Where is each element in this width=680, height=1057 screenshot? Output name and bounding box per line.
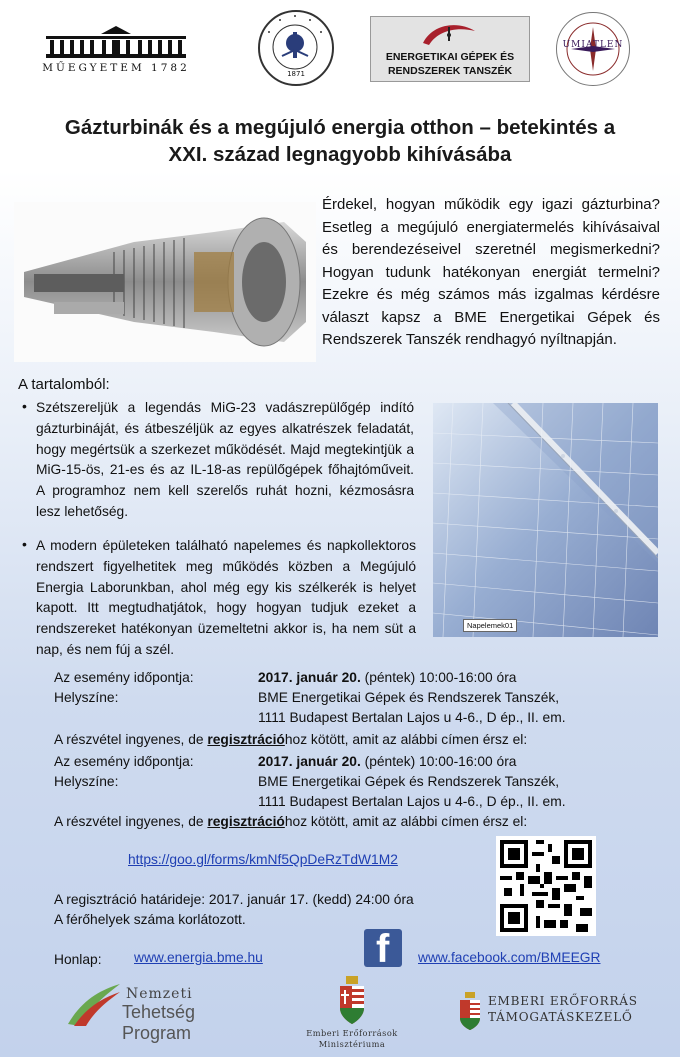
event-date: [258, 668, 516, 687]
seats-note: A férőhelyek száma korlátozott.: [54, 912, 246, 927]
support-manager-logo: [458, 990, 648, 1036]
ntp-line1: Nemzeti: [126, 986, 193, 1002]
bme-logo-text: MŰEGYETEM 1782: [42, 62, 190, 74]
department-swoosh-icon: [419, 21, 479, 49]
crest-icon: [458, 992, 482, 1032]
registration-link[interactable]: regisztráció: [207, 814, 285, 829]
department-logo: [370, 16, 530, 82]
talent-council-logo: [556, 12, 630, 86]
registration-note: [54, 812, 527, 831]
department-logo-line2: RENDSZEREK TANSZÉK: [387, 65, 513, 77]
national-talent-program-logo: [64, 980, 260, 1043]
event-place-line1: BME Energetikai Gépek és Rendszerek Tanszék,: [258, 774, 560, 789]
event-date-rest: (péntek) 10:00-16:00 óra: [360, 754, 517, 769]
event-date-label: Az esemény időpontja:: [54, 670, 194, 685]
solar-panel-image: [433, 403, 658, 637]
ministry-line2: Minisztériuma: [318, 1039, 386, 1049]
registration-form-link[interactable]: https://goo.gl/forms/kmNf5QpDeRzTdW1M2: [128, 852, 398, 867]
bullet-marker: •: [22, 536, 27, 552]
facebook-link[interactable]: www.facebook.com/BMEEGR: [418, 950, 601, 965]
building-icon: [46, 26, 186, 58]
event-date-rest: (péntek) 10:00-16:00 óra: [360, 670, 517, 685]
homepage-link[interactable]: www.energia.bme.hu: [134, 950, 263, 965]
ntp-line2: Tehetség Program: [122, 1002, 196, 1043]
homepage-label: Honlap:: [54, 952, 102, 967]
registration-post: hoz kötött, amit az alábbi címen érsz el:: [284, 732, 528, 747]
intro-paragraph: Érdekel, hogyan működik egy igazi gázturbina? Esetleg a megújuló energiatermelés kihívásaival és berendezéseivel szeretnél megismerkedni? Hogyan tudunk hatékonyan energiát termelni? Ezekre és még számos más izgalmas kérdésre választ kapsz a BME Energetikai Gépek és Rendszerek Tanszék rendhagyó nyíltnapján.: [322, 196, 660, 348]
registration-pre: A részvétel ingyenes, de: [54, 732, 208, 747]
event-date: [258, 752, 516, 771]
bullet-turbine: Szétszereljük a legendás MiG-23 vadászrepülőgép indító gázturbináját, és átbeszéljük az egyes alkatrészek feladatát, hogy megértsük a szerkezet működését. Majd megtekintjük a MiG-15-ös, 21-es és az IL-18-as repülőgépek főhajtóműveit. A programhoz nem kell szerelős ruhát hozni, kézmosásra lesz lehetőség.: [36, 400, 414, 519]
title-line-1: Gázturbinák és a megújuló energia otthon – betekintés a: [64, 116, 616, 139]
bullet-marker: •: [22, 398, 27, 414]
event-place-line1: BME Energetikai Gépek és Rendszerek Tanszék,: [258, 690, 560, 705]
faculty-seal-logo: [258, 10, 334, 90]
support-manager-line1: EMBERI ERŐFORRÁS: [488, 994, 638, 1008]
event-place-line2: 1111 Budapest Bertalan Lajos u 4-6., D ép., II. em.: [258, 710, 566, 725]
ministry-logo: [292, 976, 412, 1054]
gas-turbine-image: [14, 202, 316, 362]
bullet-solar: A modern épületeken található napelemes és napkollektoros rendszert figyelhetitek meg működés közben a Megújuló Energia Laborunkban, ahol még egy kis szélkerék is helyet kapott. Itt megtudhatjátok, hogy hogyan tudjuk ezeket a rendszereket hatékonyan üzemeltetni akkor is, ha nem süt a nap, és nem fúj a szél.: [36, 538, 416, 657]
talent-logo-word: UMIATLEN: [562, 40, 624, 50]
registration-link[interactable]: regisztráció: [207, 732, 285, 747]
registration-pre: A részvétel ingyenes, de: [54, 814, 208, 829]
page-title: [20, 114, 660, 168]
ministry-line1: Emberi Erőforrások: [306, 1028, 398, 1038]
event-date-bold: 2017. január 20.: [258, 754, 361, 769]
event-place-label: Helyszíne:: [54, 774, 119, 789]
registration-deadline: A regisztráció határideje: 2017. január 17. (kedd) 24:00 óra: [54, 892, 414, 907]
qr-code-image: [496, 836, 596, 936]
event-date-label: Az esemény időpontja:: [54, 754, 194, 769]
swoosh-icon: [64, 980, 124, 1030]
bme-logo: [36, 18, 196, 80]
content-heading: A tartalomból:: [18, 376, 110, 393]
support-manager-line2: TÁMOGATÁSKEZELŐ: [488, 1010, 633, 1024]
facebook-icon[interactable]: [364, 927, 402, 971]
registration-post: hoz kötött, amit az alábbi címen érsz el:: [284, 814, 528, 829]
facebook-glyph: f: [376, 927, 390, 971]
image-caption: Napelemek01: [463, 619, 517, 632]
event-place-label: Helyszíne:: [54, 690, 119, 705]
seal-year: 1871: [287, 70, 305, 78]
event-place-line2: 1111 Budapest Bertalan Lajos u 4-6., D ép., II. em.: [258, 794, 566, 809]
registration-note: [54, 730, 527, 749]
event-date-bold: 2017. január 20.: [258, 670, 361, 685]
hungarian-coat-of-arms-icon: [338, 976, 366, 1026]
department-logo-line1: ENERGETIKAI GÉPEK ÉS: [385, 51, 515, 63]
title-line-2: XXI. század legnagyobb kihívásába: [168, 143, 512, 166]
